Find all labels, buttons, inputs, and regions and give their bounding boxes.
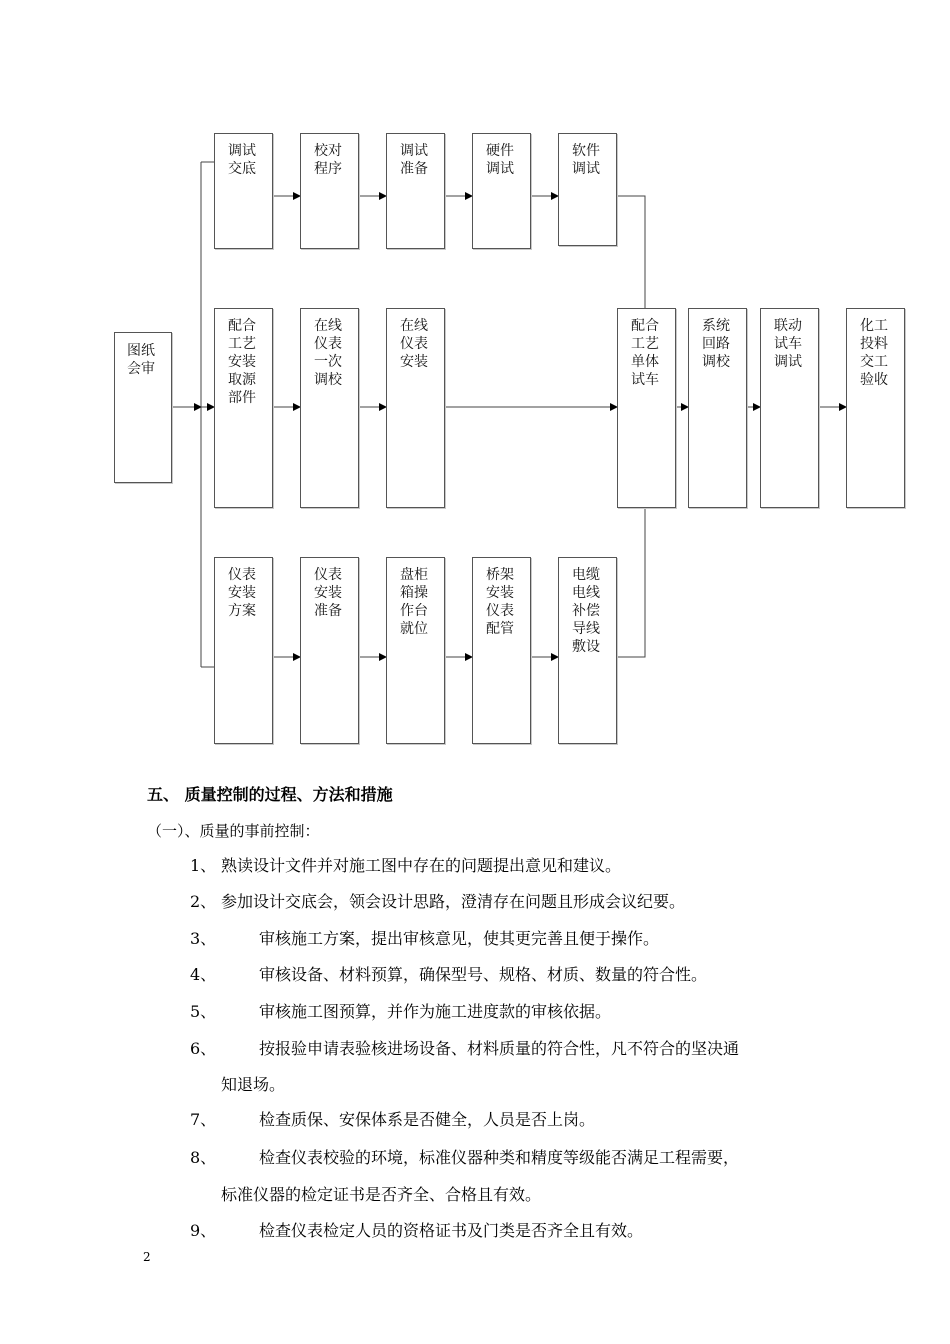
node-process-install-parts xyxy=(214,308,273,508)
node-label: 校对 程序 xyxy=(314,143,342,177)
connector-top-to-single-test xyxy=(616,196,645,308)
list-item-text: 审核设备、材料预算，确保型号、规格、材质、数量的符合性。 xyxy=(259,965,708,984)
node-debug-prep xyxy=(386,133,445,249)
list-item-text: 参加设计交底会，领会设计思路，澄清存在问题且形成会议纪要。 xyxy=(221,892,686,911)
connector-bottom-to-single-test xyxy=(616,507,645,657)
list-item-text: 审核施工方案，提出审核意见，使其更完善且便于操作。 xyxy=(259,929,660,948)
node-label: 配合 工艺 安装 取源 部件 xyxy=(228,318,256,406)
section-heading: 五、 质量控制的过程、方法和措施 xyxy=(147,785,393,804)
list-item-number: 3、 xyxy=(190,929,217,948)
node-install-prep xyxy=(300,557,359,744)
node-label: 在线 仪表 安装 xyxy=(400,318,428,370)
node-label: 电缆 电线 补偿 导线 敷设 xyxy=(572,567,600,655)
page-number: 2 xyxy=(143,1250,151,1264)
list-item-text: 检查仪表校验的环境，标准仪器种类和精度等级能否满足工程需要， xyxy=(259,1148,740,1167)
list-item-number: 8、 xyxy=(190,1148,217,1167)
list-item-number: 7、 xyxy=(190,1110,217,1129)
node-label: 调试 准备 xyxy=(400,143,428,177)
node-label: 化工 投料 交工 验收 xyxy=(860,318,888,388)
node-loop-calib xyxy=(688,308,747,508)
node-label: 桥架 安装 仪表 配管 xyxy=(486,567,514,637)
node-tray-piping xyxy=(472,557,531,744)
list-item-number: 6、 xyxy=(190,1039,217,1058)
list-item-continuation: 知退场。 xyxy=(221,1075,286,1094)
list-item-number: 9、 xyxy=(190,1221,217,1240)
node-label: 调试 交底 xyxy=(228,143,256,177)
node-label: 图纸 会审 xyxy=(127,343,155,377)
node-label: 系统 回路 调校 xyxy=(702,318,730,370)
node-process-single-test xyxy=(617,308,676,508)
list-item-continuation: 标准仪器的检定证书是否齐全、合格且有效。 xyxy=(221,1185,542,1204)
section-subheading: （一）、质量的事前控制： xyxy=(147,822,320,840)
list-item-number: 4、 xyxy=(190,965,217,984)
node-debug-briefing xyxy=(214,133,273,249)
node-label: 联动 试车 调试 xyxy=(774,318,802,370)
node-chem-handover xyxy=(846,308,905,508)
node-online-primary-calib xyxy=(300,308,359,508)
node-online-install xyxy=(386,308,445,508)
node-label: 配合 工艺 单体 试车 xyxy=(631,318,659,388)
node-label: 硬件 调试 xyxy=(486,143,514,177)
node-cabinet-position xyxy=(386,557,445,744)
list-item-number: 2、 xyxy=(190,892,217,911)
node-label: 软件 调试 xyxy=(572,143,600,177)
node-label: 仪表 安装 准备 xyxy=(314,567,342,619)
list-item-text: 按报验申请表验核进场设备、材料质量的符合性，凡不符合的坚决通 xyxy=(259,1039,740,1058)
node-label: 在线 仪表 一次 调校 xyxy=(314,318,342,388)
list-item-text: 检查质保、安保体系是否健全，人员是否上岗。 xyxy=(259,1110,596,1129)
node-joint-test xyxy=(760,308,819,508)
list-item-text: 审核施工图预算，并作为施工进度款的审核依据。 xyxy=(259,1002,612,1021)
node-cable-laying xyxy=(558,557,617,744)
list-item-number: 5、 xyxy=(190,1002,217,1021)
list-item-text: 检查仪表检定人员的资格证书及门类是否齐全且有效。 xyxy=(259,1221,644,1240)
node-label: 仪表 安装 方案 xyxy=(228,567,256,619)
list-item-text: 熟读设计文件并对施工图中存在的问题提出意见和建议。 xyxy=(221,856,622,875)
node-verify-program xyxy=(300,133,359,249)
node-label: 盘柜 箱操 作台 就位 xyxy=(400,567,428,637)
list-item-number: 1、 xyxy=(190,856,217,875)
node-software-debug xyxy=(558,133,617,246)
node-drawing-review xyxy=(114,332,172,483)
node-install-plan xyxy=(214,557,273,744)
node-hardware-debug xyxy=(472,133,531,249)
